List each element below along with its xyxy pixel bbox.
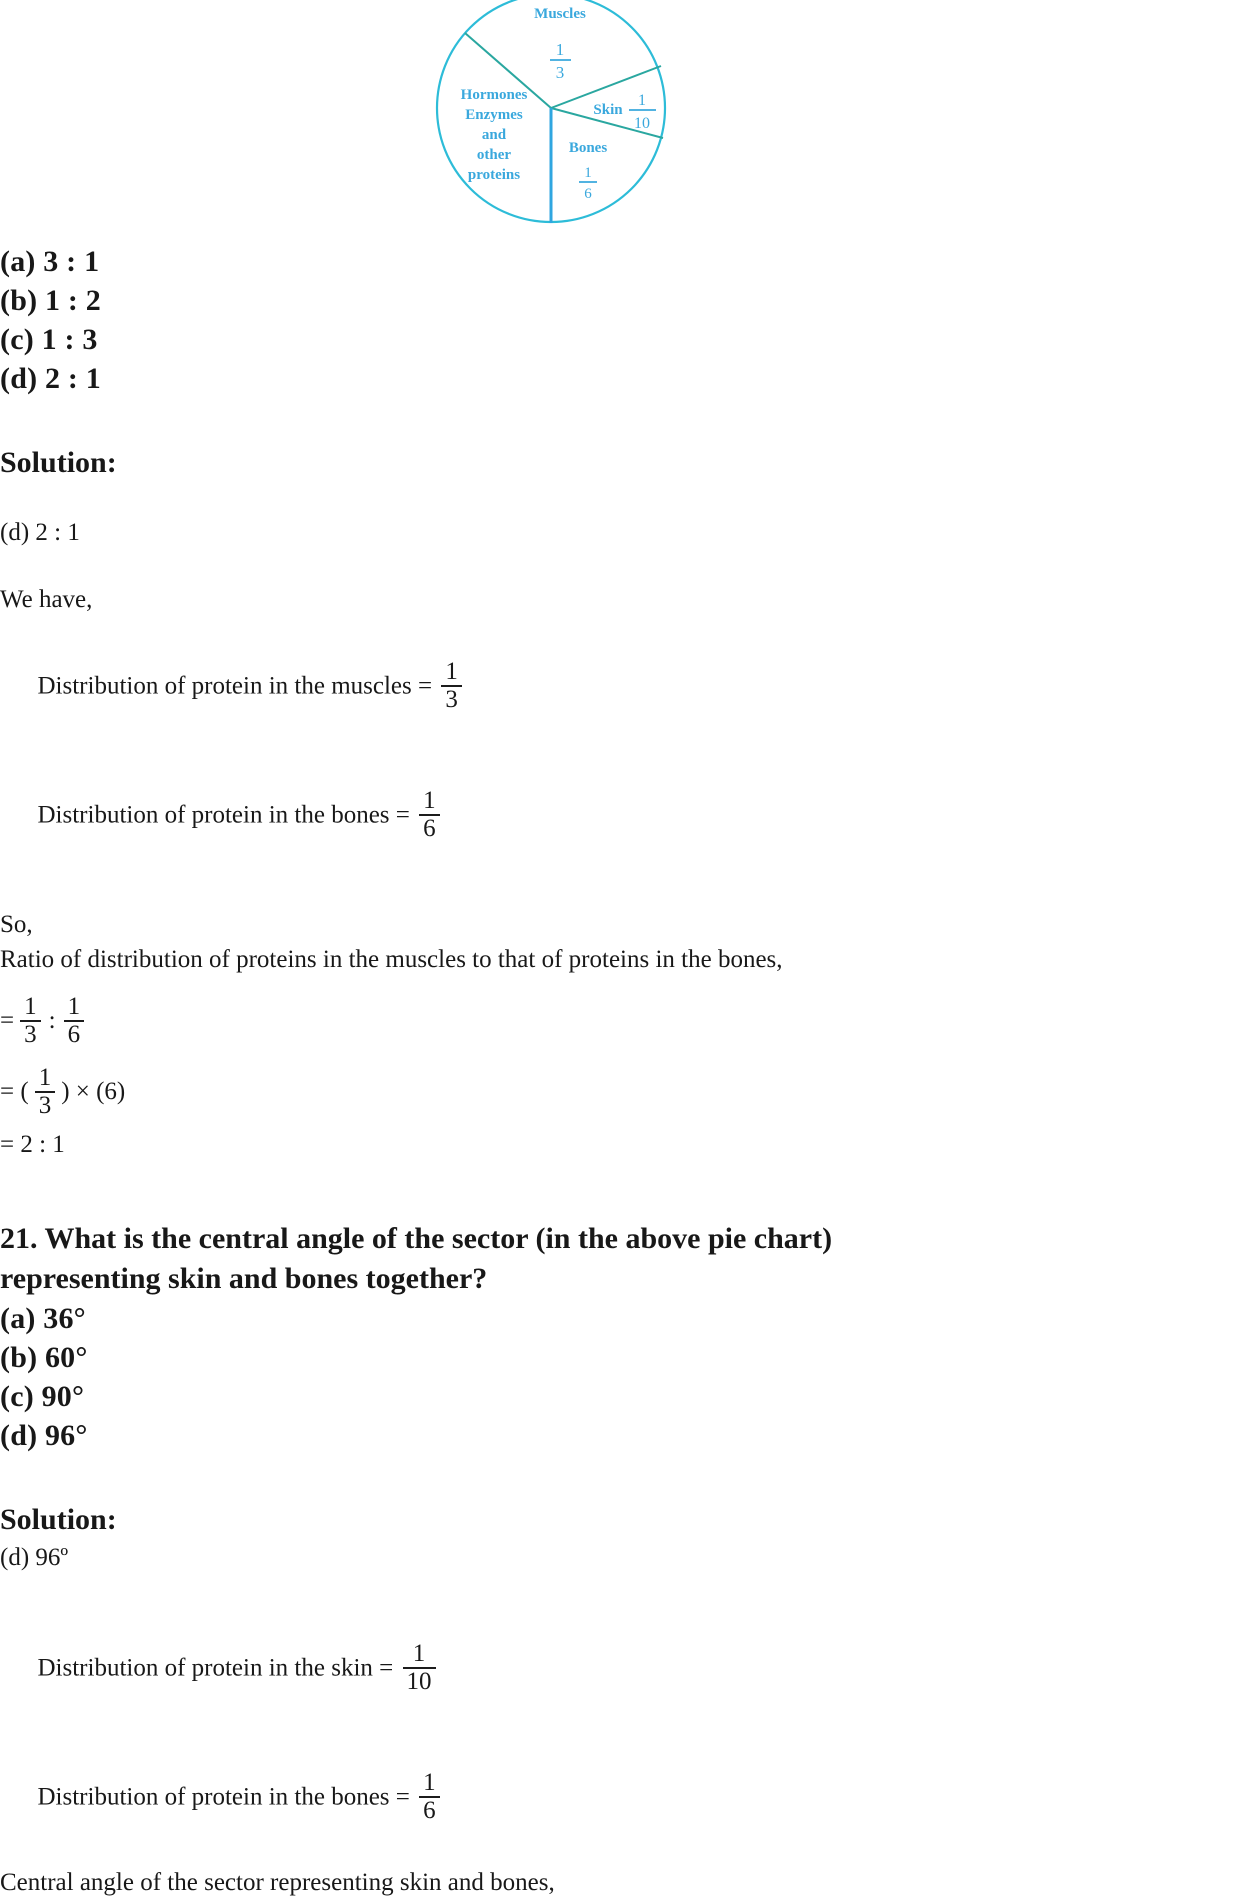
q21-bones-fraction [419, 1770, 440, 1823]
q20-equation-3: = 2 : 1 [0, 1131, 65, 1158]
q20-equation-1 [0, 994, 1251, 1047]
q21-question-heading [0, 1219, 1245, 1299]
q20-eq2-prefix: = ( [0, 1078, 29, 1105]
q20-eq2-tail: ) × (6) [61, 1078, 126, 1105]
q20-eq1-a-numerator: 1 [24, 993, 37, 1020]
q20-eq2-denominator: 3 [35, 1091, 56, 1119]
pie-label-hormones-line-2: Enzymes [465, 107, 523, 123]
document-body [0, 238, 1251, 1899]
q20-muscles-line [0, 626, 1251, 745]
q20-bones-numerator: 1 [423, 787, 436, 814]
q20-option-d: (d) 2 : 1 [0, 362, 101, 395]
q20-eq2-numerator: 1 [38, 1064, 52, 1091]
q20-eq1-equals: = [0, 1007, 15, 1034]
pie-label-muscles: Muscles [534, 6, 586, 22]
q20-equation-2 [0, 1065, 1251, 1118]
q21-solution-heading: Solution: [0, 1503, 117, 1536]
q21-bones-line [0, 1737, 1251, 1856]
pie-label-hormones-line-3: and [481, 127, 507, 143]
pie-value-muscles-denominator: 3 [555, 63, 565, 82]
q21-bones-denominator: 6 [419, 1796, 440, 1824]
q21-option-d: (d) 96° [0, 1419, 88, 1452]
pie-label-hormones-line-4: other [476, 147, 512, 163]
q21-skin-line [0, 1608, 1251, 1727]
q20-option-c: (c) 1 : 3 [0, 323, 98, 356]
q21-central-angle-line: Central angle of the sector representing skin and bones, [0, 1869, 555, 1896]
q20-eq1-fraction-b [64, 994, 85, 1047]
q20-option-b: (b) 1 : 2 [0, 284, 101, 317]
q21-skin-denominator: 10 [403, 1667, 436, 1695]
pie-value-bones-numerator: 1 [584, 165, 592, 181]
q20-muscles-label: Distribution of protein in the muscles = [37, 672, 439, 700]
pie-value-muscles-numerator: 1 [555, 40, 565, 59]
q20-bones-line [0, 755, 1251, 874]
q21-option-b: (b) 60° [0, 1341, 88, 1374]
q20-option-a: (a) 3 : 1 [0, 245, 100, 278]
q20-eq2-fraction [35, 1065, 56, 1118]
q20-muscles-fraction [441, 659, 462, 712]
q20-eq1-colon: : [48, 1007, 56, 1034]
pie-chart-svg [420, 0, 682, 232]
q21-question-line-1: 21. What is the central angle of the sector (in the above pie chart) [0, 1222, 833, 1255]
q21-bones-label: Distribution of protein in the bones = [37, 1783, 417, 1811]
pie-value-skin-numerator: 1 [638, 92, 646, 109]
q21-option-a: (a) 36° [0, 1302, 86, 1335]
q20-answer: (d) 2 : 1 [0, 519, 80, 546]
pie-label-bones: Bones [568, 140, 608, 156]
q20-ratio-line: Ratio of distribution of proteins in the muscles to that of proteins in the bones, [0, 946, 783, 973]
q20-eq1-fraction-a [20, 994, 41, 1047]
q20-bones-denominator: 6 [419, 814, 440, 842]
q20-bones-label: Distribution of protein in the bones = [37, 801, 417, 829]
q21-skin-numerator: 1 [412, 1640, 426, 1667]
pie-value-skin-denominator: 10 [634, 115, 650, 132]
q20-so-line: So, [0, 911, 33, 938]
pie-chart-figure [420, 0, 682, 232]
pie-label-skin: Skin [593, 102, 623, 118]
q20-muscles-numerator: 1 [445, 658, 458, 685]
q20-muscles-denominator: 3 [441, 685, 462, 713]
q20-eq1-b-denominator: 6 [64, 1020, 85, 1048]
q21-question-line-2: representing skin and bones together? [0, 1262, 488, 1295]
q20-eq1-a-denominator: 3 [20, 1020, 41, 1048]
q21-skin-fraction [403, 1641, 436, 1694]
q20-we-have: We have, [0, 586, 93, 613]
q21-option-c: (c) 90° [0, 1380, 85, 1413]
q21-skin-label: Distribution of protein in the skin = [37, 1654, 400, 1682]
pie-label-hormones-line-5: proteins [467, 167, 521, 183]
pie-label-hormones-line-1: Hormones [460, 87, 528, 103]
q21-answer: (d) 96º [0, 1544, 69, 1571]
q21-bones-numerator: 1 [423, 1769, 436, 1796]
q20-eq1-b-numerator: 1 [67, 993, 81, 1020]
q20-bones-fraction [419, 788, 440, 841]
q20-solution-heading: Solution: [0, 446, 117, 479]
pie-value-bones-denominator: 6 [584, 186, 592, 202]
